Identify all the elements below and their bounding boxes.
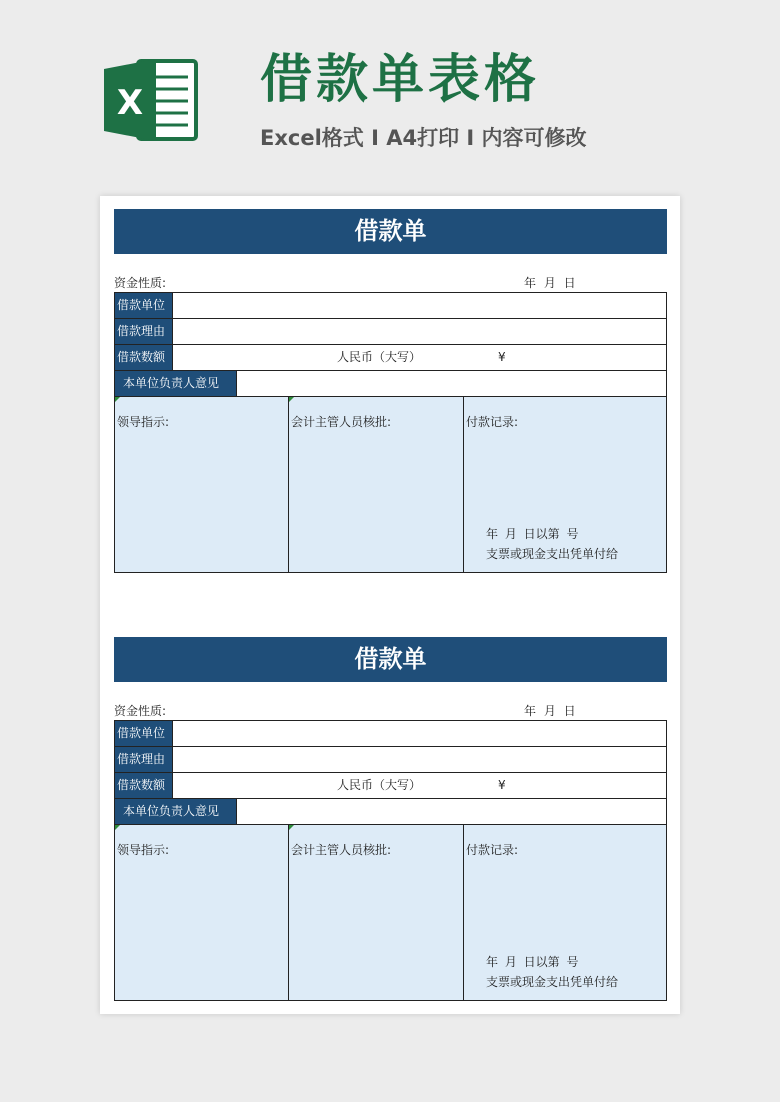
borrow-amount-field[interactable] (173, 773, 666, 798)
borrow-reason-label: 借款理由 (115, 319, 173, 344)
fund-nature-label: 资金性质: (114, 276, 167, 290)
borrow-amount-row (115, 773, 666, 799)
borrow-reason-row (115, 747, 666, 773)
yen-symbol: ¥ (498, 778, 506, 792)
excel-logo-letter: X (116, 83, 144, 123)
borrow-amount-field[interactable] (173, 345, 666, 370)
unit-opinion-field[interactable] (237, 799, 666, 824)
payment-label: 付款记录: (466, 843, 519, 857)
accounting-cell[interactable] (289, 397, 464, 572)
meta-row (114, 254, 667, 292)
rmb-label: 人民币（大写） (337, 778, 422, 792)
form-header: 借款单 (114, 637, 667, 682)
borrow-reason-label: 借款理由 (115, 747, 173, 772)
payment-cell[interactable] (464, 397, 666, 572)
form-rows (114, 720, 667, 825)
unit-opinion-row (115, 799, 666, 825)
loan-form-2 (114, 637, 667, 1001)
borrow-unit-field[interactable] (173, 721, 666, 746)
borrow-reason-row (115, 319, 666, 345)
form-header: 借款单 (114, 209, 667, 254)
yen-symbol: ¥ (498, 350, 506, 364)
loan-form-1 (114, 209, 667, 573)
approval-grid (114, 825, 667, 1001)
accounting-label: 会计主管人员核批: (291, 415, 392, 429)
cell-marker-icon (289, 825, 294, 830)
borrow-unit-label: 借款单位 (115, 721, 173, 746)
borrow-reason-field[interactable] (173, 319, 666, 344)
leader-label: 领导指示: (117, 415, 170, 429)
date-label: 年 月 日 (524, 704, 576, 718)
payment-date-line: 年 月 日以第 号 (486, 955, 579, 969)
payment-date-line: 年 月 日以第 号 (486, 527, 579, 541)
page-title: 借款单表格 (260, 50, 541, 110)
unit-opinion-label: 本单位负责人意见 (115, 799, 237, 824)
borrow-amount-label: 借款数额 (115, 773, 173, 798)
fund-nature-label: 资金性质: (114, 704, 167, 718)
borrow-unit-row (115, 293, 666, 319)
meta-row (114, 682, 667, 720)
approval-grid (114, 397, 667, 573)
unit-opinion-field[interactable] (237, 371, 666, 396)
payment-label: 付款记录: (466, 415, 519, 429)
page-subtitle: Excel格式 I A4打印 I 内容可修改 (260, 126, 587, 150)
cell-marker-icon (115, 825, 120, 830)
rmb-label: 人民币（大写） (337, 350, 422, 364)
cell-marker-icon (115, 397, 120, 402)
borrow-amount-label: 借款数额 (115, 345, 173, 370)
accounting-label: 会计主管人员核批: (291, 843, 392, 857)
leader-label: 领导指示: (117, 843, 170, 857)
leader-cell[interactable] (115, 825, 289, 1000)
excel-logo-icon (100, 55, 200, 145)
form-rows (114, 292, 667, 397)
accounting-cell[interactable] (289, 825, 464, 1000)
unit-opinion-row (115, 371, 666, 397)
borrow-unit-row (115, 721, 666, 747)
unit-opinion-label: 本单位负责人意见 (115, 371, 237, 396)
leader-cell[interactable] (115, 397, 289, 572)
payment-cell[interactable] (464, 825, 666, 1000)
payment-method-line: 支票或现金支出凭单付给 (486, 975, 619, 989)
borrow-reason-field[interactable] (173, 747, 666, 772)
borrow-amount-row (115, 345, 666, 371)
cell-marker-icon (289, 397, 294, 402)
payment-method-line: 支票或现金支出凭单付给 (486, 547, 619, 561)
borrow-unit-label: 借款单位 (115, 293, 173, 318)
form-sheet (100, 196, 680, 1014)
date-label: 年 月 日 (524, 276, 576, 290)
borrow-unit-field[interactable] (173, 293, 666, 318)
